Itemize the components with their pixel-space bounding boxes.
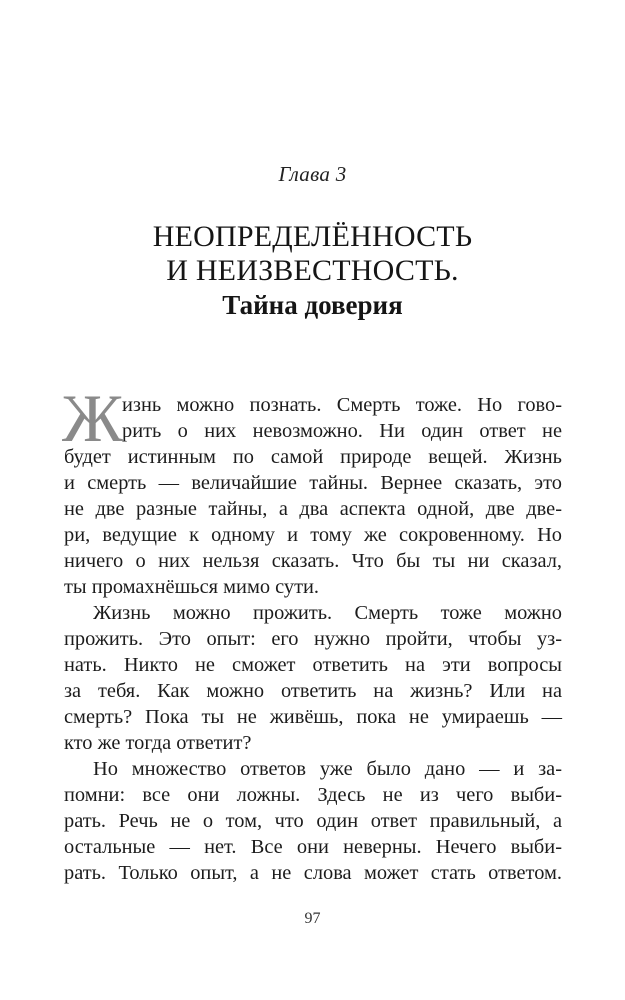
text-line: будет истинным по самой природе вещей. Жизнь <box>64 446 562 468</box>
text-line: ри, ведущие к одному и тому же сокровенному. Но <box>64 524 562 546</box>
text-line: изнь можно познать. Смерть тоже. Но гово- <box>122 394 562 416</box>
text-line: и смерть — величайшие тайны. Вернее сказать, это <box>64 472 562 494</box>
text-line: остальные — нет. Все они неверны. Нечего выби- <box>64 836 562 858</box>
text-line: рать. Только опыт, а не слова может стать ответом. <box>64 862 562 884</box>
text-line: прожить. Это опыт: его нужно пройти, чтобы уз- <box>64 628 562 650</box>
body-text <box>62 380 562 886</box>
text-line: Жизнь можно прожить. Смерть тоже можно <box>93 602 562 624</box>
chapter-title-line-2: И НЕИЗВЕСТНОСТЬ. <box>166 254 459 287</box>
text-line: не две разные тайны, а два аспекта одной, две две- <box>64 498 562 520</box>
dropcap-letter: Ж <box>62 380 123 456</box>
paragraph-3 <box>64 756 562 886</box>
chapter-label: Глава 3 <box>278 162 347 186</box>
chapter-title-line-1: НЕОПРЕДЕЛЁННОСТЬ <box>152 220 473 253</box>
text-line: ничего о них нельзя сказать. Что бы ты ни сказал, <box>64 550 562 572</box>
chapter-title-block <box>0 220 625 322</box>
paragraph-1 <box>64 392 562 600</box>
text-line: рать. Речь не о том, что один ответ правильный, а <box>64 810 562 832</box>
text-line: нать. Никто не сможет ответить на эти вопросы <box>64 654 562 676</box>
chapter-subtitle: Тайна доверия <box>222 290 403 320</box>
text-line: рить о них невозможно. Ни один ответ не <box>122 420 562 442</box>
text-line: ты промахнёшься мимо сути. <box>64 576 320 598</box>
text-line: Но множество ответов уже было дано — и за- <box>93 758 562 780</box>
text-line: за тебя. Как можно ответить на жизнь? Или на <box>64 680 562 702</box>
page-number: 97 <box>304 910 321 927</box>
paragraph-2 <box>64 600 562 756</box>
text-line: кто же тогда ответит? <box>64 732 252 754</box>
text-line: помни: все они ложны. Здесь не из чего выби- <box>64 784 562 806</box>
text-line: смерть? Пока ты не живёшь, пока не умираешь — <box>64 706 562 728</box>
